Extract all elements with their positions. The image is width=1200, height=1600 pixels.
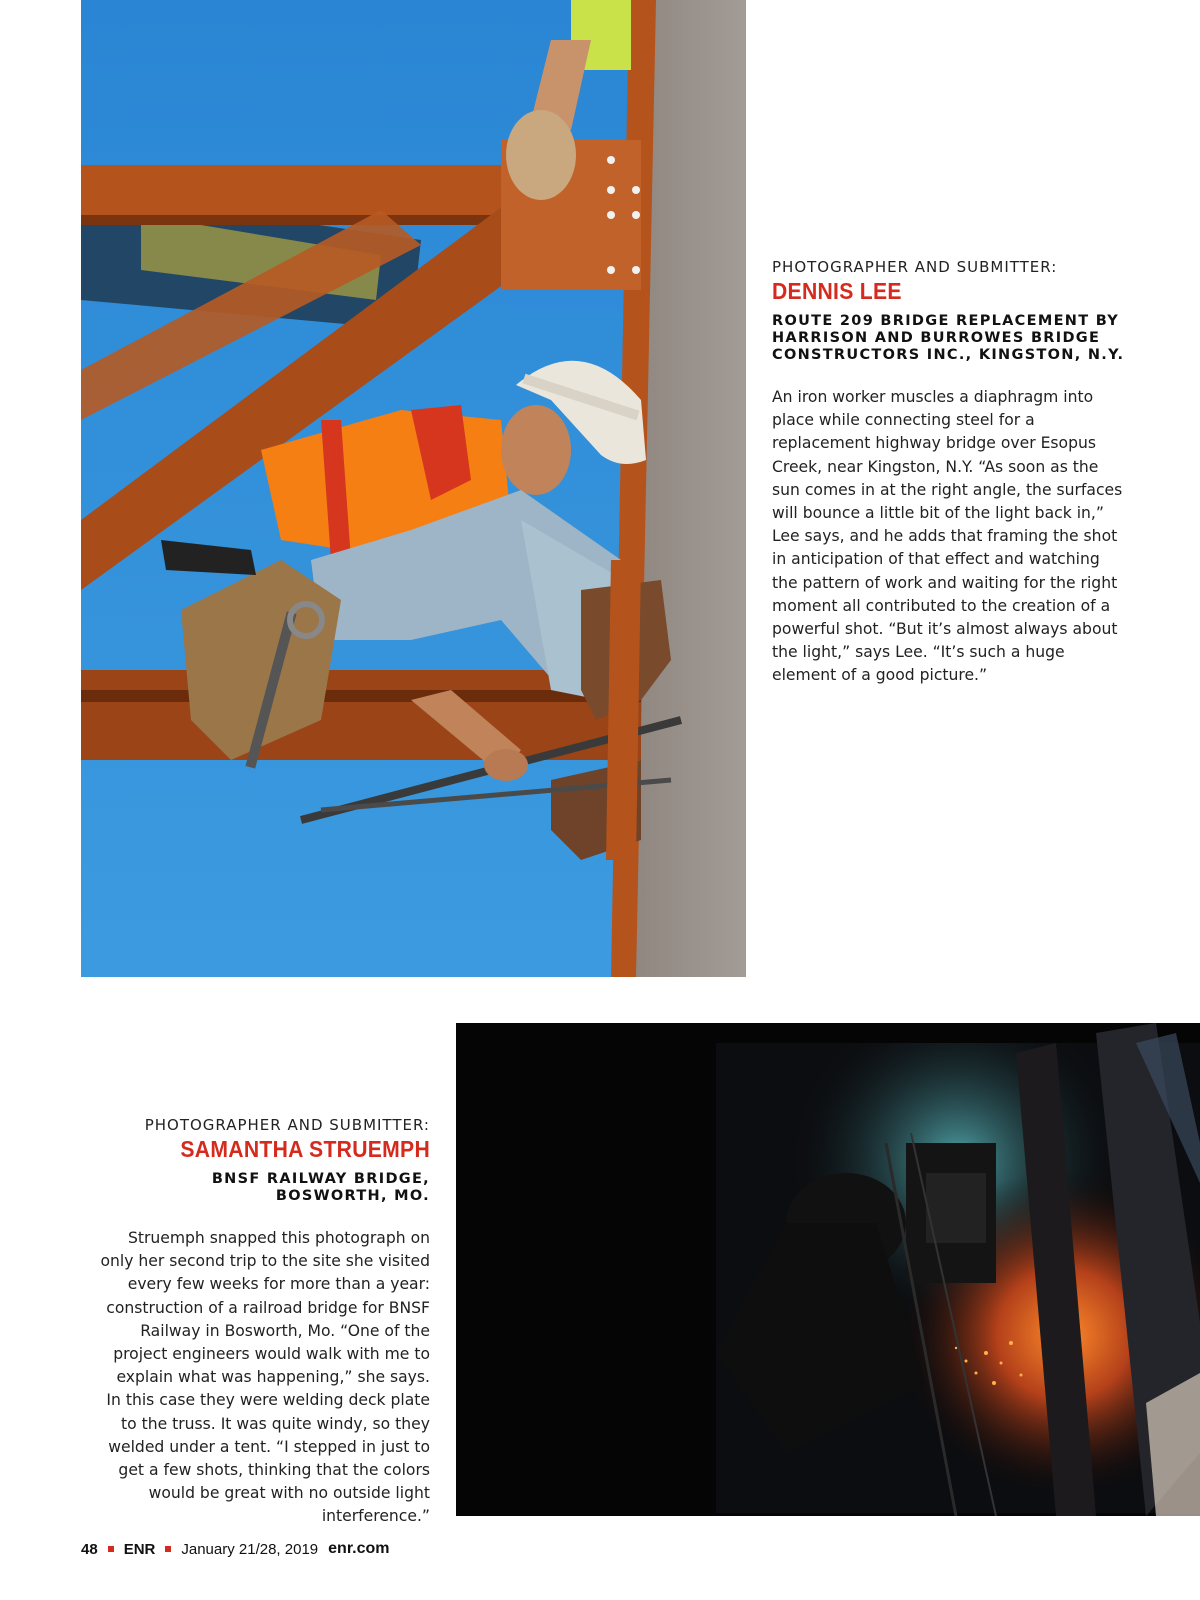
caption-samantha-struemph — [100, 1116, 430, 1529]
separator-square-icon — [108, 1546, 114, 1552]
photographer-name: SAMANTHA STRUEMPH — [180, 1136, 430, 1162]
ironworker-photo — [81, 0, 746, 977]
separator-square-icon — [165, 1546, 171, 1552]
caption-dennis-lee — [772, 258, 1127, 688]
caption-body: Struemph snapped this photograph on only her second trip to the site she visited every few weeks for more than a year: construction of a railroad bridge for BNSF Railway in Bosworth, Mo. “One of the project engineers would walk with me to explain what was happening,” she says. In this case they were welding deck plate to the truss. It was quite windy, so they welded under a tent. “I stepped in just to get a few shots, thinking that the colors would be great with no outside light interference.” — [100, 1229, 430, 1526]
welding-photo — [456, 1023, 1200, 1516]
ironworker-photo-art — [81, 0, 746, 977]
project-title: ROUTE 209 BRIDGE REPLACEMENT BY HARRISON AND BURROWES BRIDGE CONSTRUCTORS INC., KINGSTON, N.Y. — [772, 313, 1125, 363]
photographer-kicker: PHOTOGRAPHER AND SUBMITTER: — [772, 258, 1058, 276]
page-footer — [81, 1540, 390, 1558]
photographer-kicker: PHOTOGRAPHER AND SUBMITTER: — [144, 1116, 430, 1134]
issue-date: January 21/28, 2019 — [181, 1540, 319, 1558]
photographer-name: DENNIS LEE — [772, 278, 902, 304]
project-title: BNSF RAILWAY BRIDGE, BOSWORTH, MO. — [211, 1171, 430, 1204]
welding-photo-art — [456, 1023, 1200, 1516]
magazine-brand: ENR — [123, 1540, 156, 1558]
page-number: 48 — [81, 1540, 98, 1558]
caption-body: An iron worker muscles a diaphragm into place while connecting steel for a replacement highway bridge over Esopus Creek, near Kingston, N.Y. “As soon as the sun comes in at the right angle, the surfaces will bounce a little bit of the light back in,” Lee says, and he adds that framing the shot in anticipation of that effect and watching the pattern of work and waiting for the right moment all contributed to the creation of a powerful shot. “But it’s almost always about the light,” says Lee. “It’s such a huge element of a good picture.” — [772, 388, 1123, 685]
website-link[interactable]: enr.com — [328, 1540, 390, 1557]
